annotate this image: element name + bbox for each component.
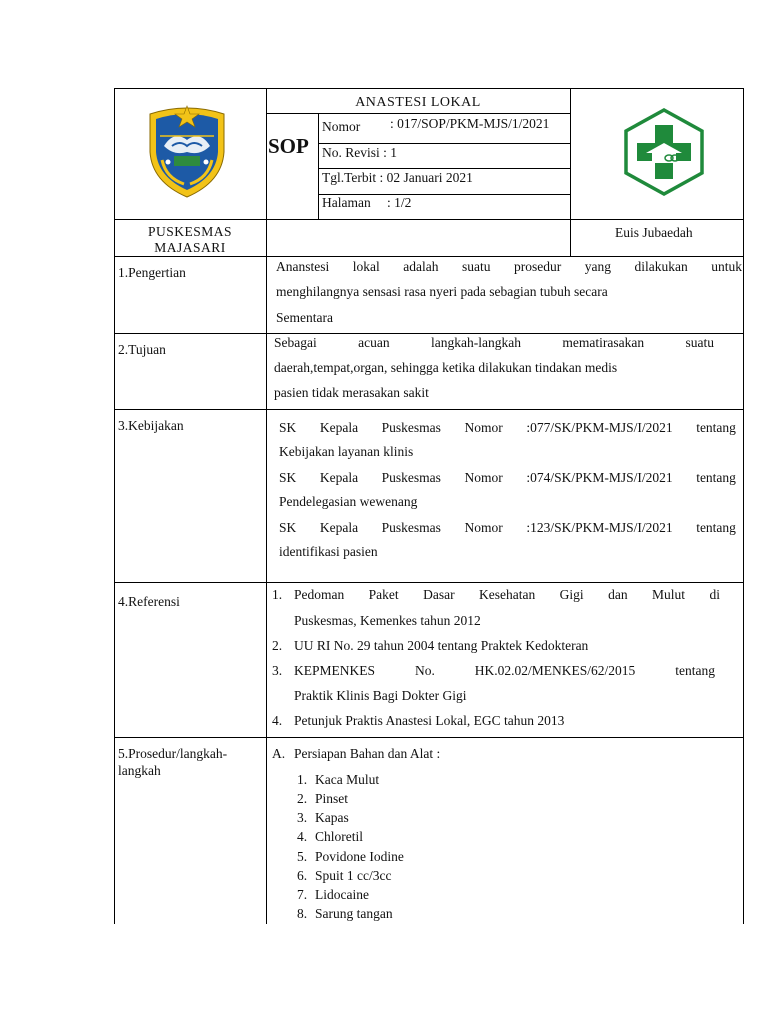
word: No. xyxy=(414,663,435,678)
list-item-number: 5. xyxy=(297,849,308,864)
kebijakan-item-2-line-1 xyxy=(279,470,736,486)
referensi-item-4: Petunjuk Praktis Anastesi Lokal, EGC tahun 2013 xyxy=(294,713,565,728)
word: suatu xyxy=(461,259,491,274)
puskesmas-logo xyxy=(622,107,706,197)
word: Kesehatan xyxy=(479,587,536,602)
section-label-tujuan: 2.Tujuan xyxy=(118,342,166,357)
word: Sebagai xyxy=(274,335,317,350)
word: Paket xyxy=(368,587,399,602)
list-item: Chloretil xyxy=(315,829,363,844)
word: Mulut xyxy=(652,587,686,602)
word: Nomor xyxy=(464,520,503,535)
word: langkah-langkah xyxy=(431,335,521,350)
tujuan-line-3: pasien tidak merasakan sakit xyxy=(274,385,429,400)
word: tentang xyxy=(675,663,715,678)
word: Puskesmas xyxy=(381,420,441,435)
revisi-field: No. Revisi : 1 xyxy=(322,145,398,160)
word: dan xyxy=(608,587,628,602)
document-title: ANASTESI LOKAL xyxy=(355,95,481,110)
word: suatu xyxy=(685,335,714,350)
prosedur-subsection-letter: A. xyxy=(272,746,286,761)
list-item-number: 7. xyxy=(297,887,308,902)
word: tentang xyxy=(696,470,736,485)
kebijakan-item-2-line-2: Pendelegasian wewenang xyxy=(279,494,418,509)
list-item-number: 1. xyxy=(297,772,308,787)
tujuan-line-2: daerah,tempat,organ, sehingga ketika dilakukan tindakan medis xyxy=(274,360,618,375)
word: untuk xyxy=(711,259,742,274)
pengertian-line-1 xyxy=(276,259,742,275)
list-item: Spuit 1 cc/3cc xyxy=(315,868,392,883)
referensi-item-3-line-1 xyxy=(294,663,715,679)
terbit-field: Tgl.Terbit : 02 Januari 2021 xyxy=(322,170,473,185)
word: :123/SK/PKM-MJS/I/2021 xyxy=(526,520,673,535)
word: SK xyxy=(279,520,297,535)
nomor-label: Nomor xyxy=(322,119,361,134)
word: SK xyxy=(279,420,297,435)
list-item: Pinset xyxy=(315,791,349,806)
section-label-kebijakan: 3.Kebijakan xyxy=(118,418,184,433)
list-item-number: 8. xyxy=(297,906,308,921)
word: :074/SK/PKM-MJS/I/2021 xyxy=(526,470,673,485)
puskesmas-name-line2: MAJASARI xyxy=(154,240,226,255)
list-item: Lidocaine xyxy=(315,887,369,902)
word: di xyxy=(709,587,720,602)
word: KEPMENKES xyxy=(294,663,376,678)
puskesmas-name-line1: PUSKESMAS xyxy=(147,224,233,239)
kebijakan-item-1-line-2: Kebijakan layanan klinis xyxy=(279,444,414,459)
word: SK xyxy=(279,470,297,485)
referensi-num-2: 2. xyxy=(272,638,283,653)
word: :077/SK/PKM-MJS/I/2021 xyxy=(526,420,673,435)
word: Kepala xyxy=(319,520,359,535)
word: lokal xyxy=(352,259,380,274)
word: Nomor xyxy=(464,420,503,435)
word: yang xyxy=(584,259,611,274)
kebijakan-item-3-line-1 xyxy=(279,520,736,536)
word: Nomor xyxy=(464,470,503,485)
word: mematirasakan xyxy=(562,335,645,350)
word: tentang xyxy=(696,420,736,435)
word: Kepala xyxy=(319,420,359,435)
word: adalah xyxy=(403,259,439,274)
regency-crest-logo xyxy=(144,100,230,200)
word: Dasar xyxy=(423,587,455,602)
list-item-number: 3. xyxy=(297,810,308,825)
list-item-number: 4. xyxy=(297,829,308,844)
list-item-number: 6. xyxy=(297,868,308,883)
kebijakan-item-3-line-2: identifikasi pasien xyxy=(279,544,378,559)
pengertian-line-2: menghilangnya sensasi rasa nyeri pada sebagian tubuh secara xyxy=(276,284,608,299)
word: HK.02.02/MENKES/62/2015 xyxy=(474,663,636,678)
word: prosedur xyxy=(513,259,562,274)
referensi-num-4: 4. xyxy=(272,713,283,728)
signatory-name: Euis Jubaedah xyxy=(615,225,693,240)
list-item: Kapas xyxy=(315,810,349,825)
referensi-num-1: 1. xyxy=(272,587,283,602)
referensi-num-3: 3. xyxy=(272,663,283,678)
word: tentang xyxy=(696,520,736,535)
list-item-number: 2. xyxy=(297,791,308,806)
nomor-value: : 017/SOP/PKM-MJS/1/2021 xyxy=(390,116,550,131)
prosedur-subsection-title: Persiapan Bahan dan Alat : xyxy=(294,746,441,761)
section-label-prosedur-line1: 5.Prosedur/langkah- xyxy=(118,746,228,761)
word: Kepala xyxy=(319,470,359,485)
section-label-prosedur-line2: langkah xyxy=(118,763,161,778)
halaman-label: Halaman xyxy=(322,195,371,210)
word: Puskesmas xyxy=(381,470,441,485)
section-label-referensi: 4.Referensi xyxy=(118,594,180,609)
referensi-item-1-line-2: Puskesmas, Kemenkes tahun 2012 xyxy=(294,613,481,628)
word: Pedoman xyxy=(294,587,345,602)
sop-label: SOP xyxy=(268,134,309,158)
halaman-value: : 1/2 xyxy=(387,195,412,210)
word: Puskesmas xyxy=(381,520,441,535)
list-item: Kaca Mulut xyxy=(315,772,380,787)
referensi-item-2: UU RI No. 29 tahun 2004 tentang Praktek Kedokteran xyxy=(294,638,589,653)
pengertian-line-3: Sementara xyxy=(276,310,333,325)
word: Gigi xyxy=(559,587,584,602)
word: Ananstesi xyxy=(276,259,330,274)
list-item: Sarung tangan xyxy=(315,906,393,921)
word: dilakukan xyxy=(634,259,688,274)
section-label-pengertian: 1.Pengertian xyxy=(118,265,186,280)
kebijakan-item-1-line-1 xyxy=(279,420,736,436)
referensi-item-3-line-2: Praktik Klinis Bagi Dokter Gigi xyxy=(294,688,467,703)
word: acuan xyxy=(358,335,390,350)
referensi-item-1-line-1 xyxy=(294,587,720,603)
tujuan-line-1 xyxy=(274,335,714,351)
list-item: Povidone Iodine xyxy=(315,849,404,864)
